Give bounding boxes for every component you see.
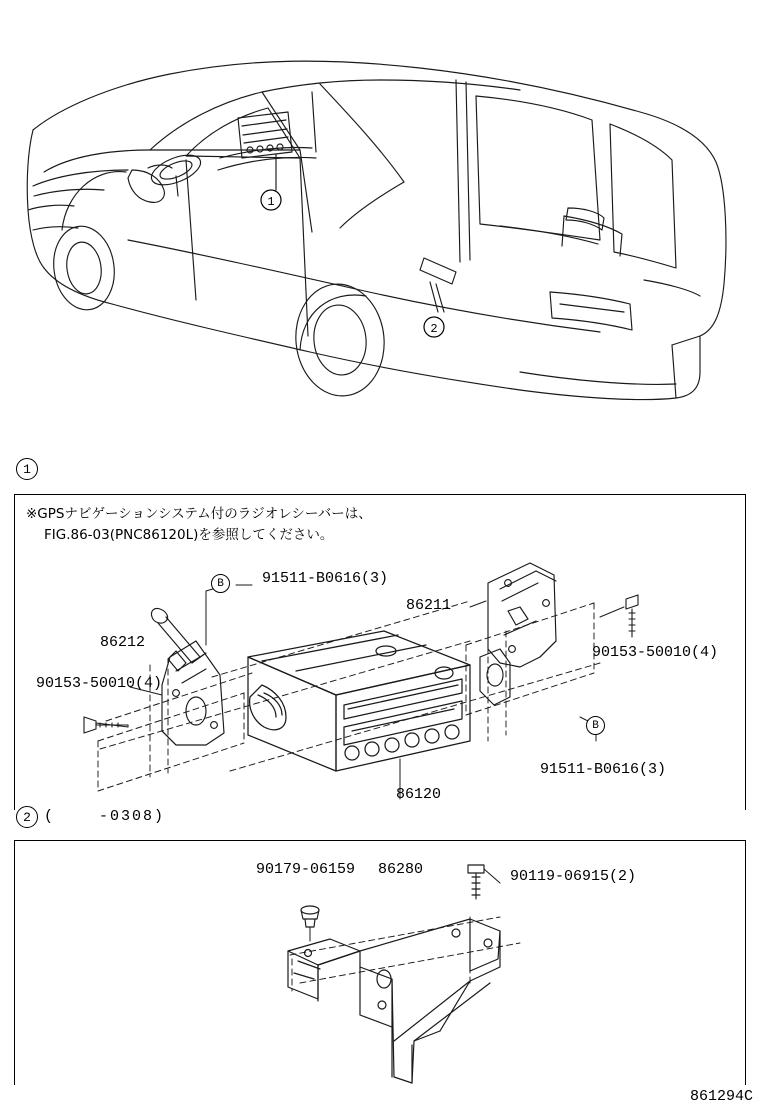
svg-text:1: 1 — [267, 195, 275, 209]
svg-text:2: 2 — [430, 322, 438, 336]
section1-top-divider — [14, 494, 746, 495]
part-86212: 86212 — [100, 634, 146, 651]
bracket-86280-illustration — [0, 855, 760, 1085]
screw-right-icon — [626, 595, 638, 637]
section2-range: ( -0308) — [44, 808, 166, 825]
section1-callout-label: 1 — [23, 461, 31, 477]
section2-callout — [16, 806, 38, 828]
part-86120: 86120 — [396, 786, 442, 803]
marker-B-top: B — [211, 574, 230, 593]
part-86280: 86280 — [378, 861, 424, 878]
part-90179-06159: 90179-06159 — [256, 861, 356, 878]
section1-note-line2: FIG.86-03(PNC86120L)を参照してください。 — [44, 527, 334, 543]
screw-icon-86280 — [468, 865, 484, 899]
screw-left-icon — [84, 717, 128, 733]
callout-2-vehicle — [424, 317, 444, 337]
vehicle-illustration — [0, 0, 760, 455]
callout-1-vehicle — [261, 190, 281, 210]
marker-B-bottom: B — [586, 716, 605, 735]
part-90153-50010-right: 90153-50010(4) — [592, 644, 719, 661]
section1-note-line1: ※GPSナビゲーションシステム付のラジオレシーバーは、 — [26, 506, 372, 522]
part-86211: 86211 — [406, 597, 452, 614]
part-91511-B0616-bottom: 91511-B0616(3) — [540, 761, 667, 778]
grommet-icon — [301, 906, 319, 927]
part-90119-06915: 90119-06915(2) — [510, 868, 637, 885]
part-90153-50010-left: 90153-50010(4) — [36, 675, 163, 692]
section1-callout — [16, 458, 38, 480]
figure-code: 861294C — [690, 1088, 754, 1105]
section2-callout-label: 2 — [23, 809, 31, 825]
section2-top-divider — [14, 840, 746, 841]
part-91511-B0616-top: 91511-B0616(3) — [262, 570, 389, 587]
